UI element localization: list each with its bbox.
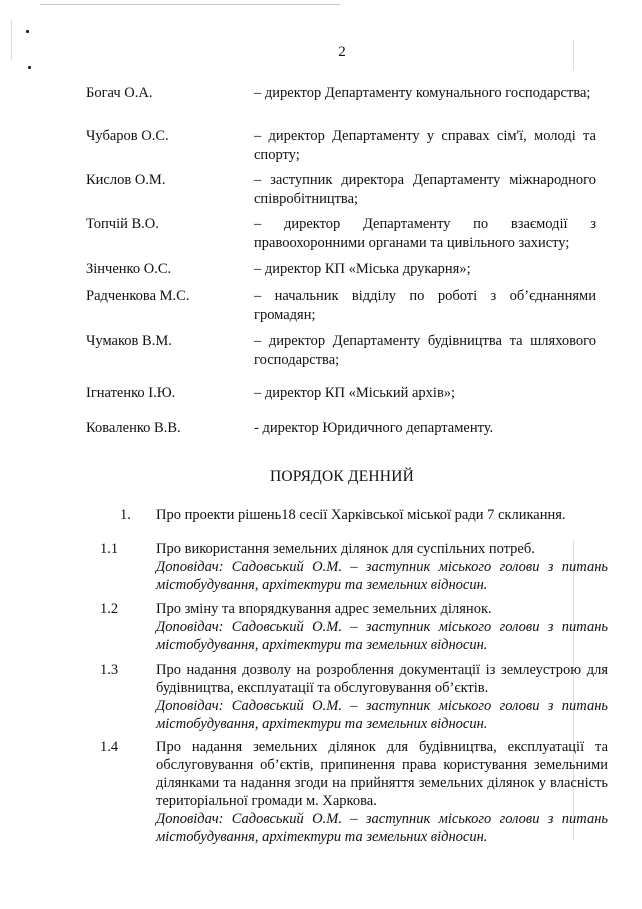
item-number: 1.2 [100,601,119,617]
scan-artifact-dot [26,30,29,33]
item-speaker: Доповідач: Садовський О.М. – заступник міського голови з питань містобудування, архітектури та земельних відносин. [156,619,608,653]
member-role: – директор Департаменту по взаємодії з правоохоронними органами та цивільного захисту; [254,216,596,251]
item-number: 1.3 [100,662,119,678]
member-role: – начальник відділу по роботі з об’єднаннями громадян; [254,288,596,323]
item-speaker: Доповідач: Садовський О.М. – заступник міського голови з питань містобудування, архітектури та земельних відносин. [156,811,608,845]
item-body [156,600,608,654]
item-text: Про надання дозволу на розроблення документації із землеустрою для будівництва, експлуатації та обслуговування об’єктів. [156,662,608,696]
member-name: Кислов О.М. [86,172,166,188]
member-role: – заступник директора Департаменту міжнародного співробітництва; [254,172,596,207]
member-role: – директор Департаменту комунального господарства; [254,85,591,101]
item-speaker: Доповідач: Садовський О.М. – заступник міського голови з питань містобудування, архітектури та земельних відносин. [156,559,608,593]
member-role: – директор Департаменту у справах сім'ї, молоді та спорту; [254,128,596,163]
member-name: Чумаков В.М. [86,333,172,349]
member-name: Ігнатенко І.Ю. [86,385,176,401]
member-name: Чубаров О.С. [86,128,169,144]
item-text: Про надання земельних ділянок для будівництва, експлуатації та обслуговування об’єктів, припинення права користування земельними ділянками та надання згоди на прийняття земельних ділянок у власність територіальної громади м. Харкова. [156,739,608,809]
member-role: - директор Юридичного департаменту. [254,420,494,436]
member-name: Коваленко В.В. [86,420,181,436]
member-role: – директор КП «Міська друкарня»; [254,261,471,277]
member-role: – директор Департаменту будівництва та шляхового господарства; [254,333,596,368]
item-text: Про зміну та впорядкування адрес земельних ділянок. [156,601,492,617]
item-number: 1.4 [100,739,119,755]
item-number: 1.1 [100,541,119,557]
item-body [156,738,608,846]
member-name: Радченкова М.С. [86,288,190,304]
item-text: Про використання земельних ділянок для суспільних потреб. [156,541,535,557]
item-body [156,661,608,733]
scan-artifact-dot [28,66,31,69]
agenda-title: ПОРЯДОК ДЕННИЙ [270,468,414,485]
member-role: – директор КП «Міський архів»; [254,385,456,401]
member-name: Богач О.А. [86,85,153,101]
scan-artifact-line [40,4,340,5]
page-number: 2 [338,44,346,60]
item-text: Про проекти рішень18 сесії Харківської міської ради 7 скликання. [156,507,566,523]
item-body [156,540,608,594]
member-name: Зінченко О.С. [86,261,172,277]
member-name: Топчій В.О. [86,216,159,232]
item-number: 1. [120,507,131,523]
item-speaker: Доповідач: Садовський О.М. – заступник міського голови з питань містобудування, архітектури та земельних відносин. [156,698,608,732]
